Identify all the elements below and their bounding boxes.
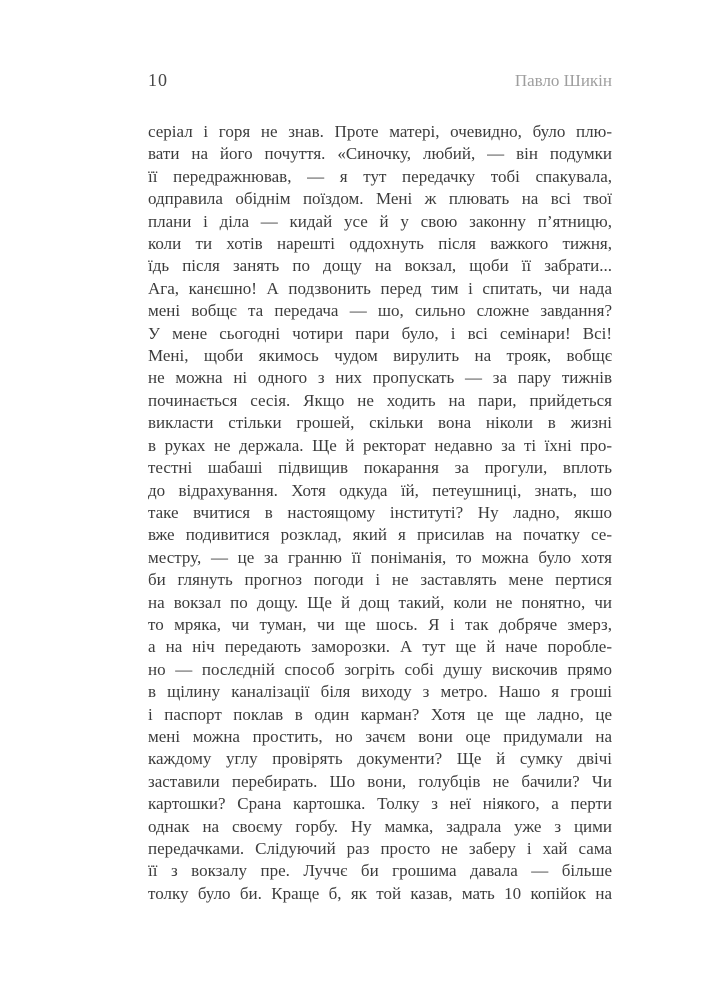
text-line: її з вокзалу пре. Луччє би грошима давала — більше xyxy=(148,861,612,881)
text-line: а на ніч передають заморозки. А тут ще й наче поробле- xyxy=(148,637,612,657)
text-line: картошки? Срана картошка. Толку з неї ніякого, а перти xyxy=(148,794,612,814)
text-line: коли ти хотів нарешті оддохнуть після важкого тижня, xyxy=(148,234,612,254)
text-line: би глянуть прогноз погоди і не заставлять мене пертися xyxy=(148,570,612,590)
text-line: до відрахування. Хотя одкуда їй, петеушниці, знать, шо xyxy=(148,480,612,500)
text-line: заставили перебирать. Шо вони, голубців не бачили? Чи xyxy=(148,771,612,791)
text-line: У мене сьогодні чотири пари було, і всі семінари! Всі! xyxy=(148,323,612,343)
text-line: не можна ні одного з них пропускать — за пару тижнів xyxy=(148,368,612,388)
text-line: в щілину каналізації біля виходу з метро. Нашо я гроші xyxy=(148,682,612,702)
text-line: Мені, щоби якимось чудом вирулить на трояк, вобщє xyxy=(148,346,612,366)
text-line: передачками. Слідуючий раз просто не заберу і хай сама xyxy=(148,839,612,858)
text-line: мені можна простить, но зачєм вони оце придумали на xyxy=(148,726,612,746)
page-number: 10 xyxy=(148,70,168,90)
text-line: в руках не держала. Ще й ректорат недавно за ті їхні про- xyxy=(148,435,612,455)
text-line: її передражнював, — я тут передачку тобі спакувала, xyxy=(148,166,612,186)
text-line: но — послєдній способ зогріть собі душу вискочив прямо xyxy=(148,659,612,679)
text-line: викласти стільки грошей, скільки вона ніколи в жизні xyxy=(148,413,612,433)
body-text xyxy=(148,121,612,905)
text-line: таке вчитися в настоящому інституті? Ну ладно, якшо xyxy=(148,502,612,522)
text-line: серіал і горя не знав. Проте матері, очевидно, було плю- xyxy=(148,122,612,141)
text-line: тестні шабаші підвищив покарання за прогули, вплоть xyxy=(148,458,612,478)
text-line: Ага, канєшно! А подзвонить перед тим і спитать, чи нада xyxy=(148,278,612,298)
text-line: одправила обіднім поїздом. Мені ж плювать на всі твої xyxy=(148,189,612,209)
text-line: плани і діла — кидай усе й у свою законну п’ятницю, xyxy=(148,211,612,231)
text-line: каждому углу провірять документи? Ще й сумку двічі xyxy=(148,749,612,769)
text-line: починається сесія. Якщо не ходить на пари, прийдеться xyxy=(148,390,612,410)
text-line: на вокзал по дощу. Ще й дощ такий, коли не понятно, чи xyxy=(148,592,612,612)
text-line: вати на його почуття. «Синочку, любий, — він подумки xyxy=(148,144,612,164)
running-header xyxy=(148,70,612,91)
text-line: мені вобщє та передача — шо, сильно сложне завдання? xyxy=(148,301,612,321)
text-line: їдь після занять по дощу на вокзал, щоби її забрати... xyxy=(148,256,612,276)
text-line: і паспорт поклав в один карман? Хотя це ще ладно, це xyxy=(148,704,612,724)
text-line: толку було би. Краще б, як той казав, мать 10 копійок на xyxy=(148,883,612,903)
text-line: местру, — це за гранню її поніманія, то можна було хотя xyxy=(148,547,612,567)
running-header-author: Павло Шикін xyxy=(514,71,612,90)
text-line: однак на своєму горбу. Ну мамка, задрала уже з цими xyxy=(148,816,612,836)
text-line: то мряка, чи туман, чи ще шось. Я і так добряче змерз, xyxy=(148,614,612,634)
text-line: вже подивитися розклад, який я присилав на початку се- xyxy=(148,525,612,545)
